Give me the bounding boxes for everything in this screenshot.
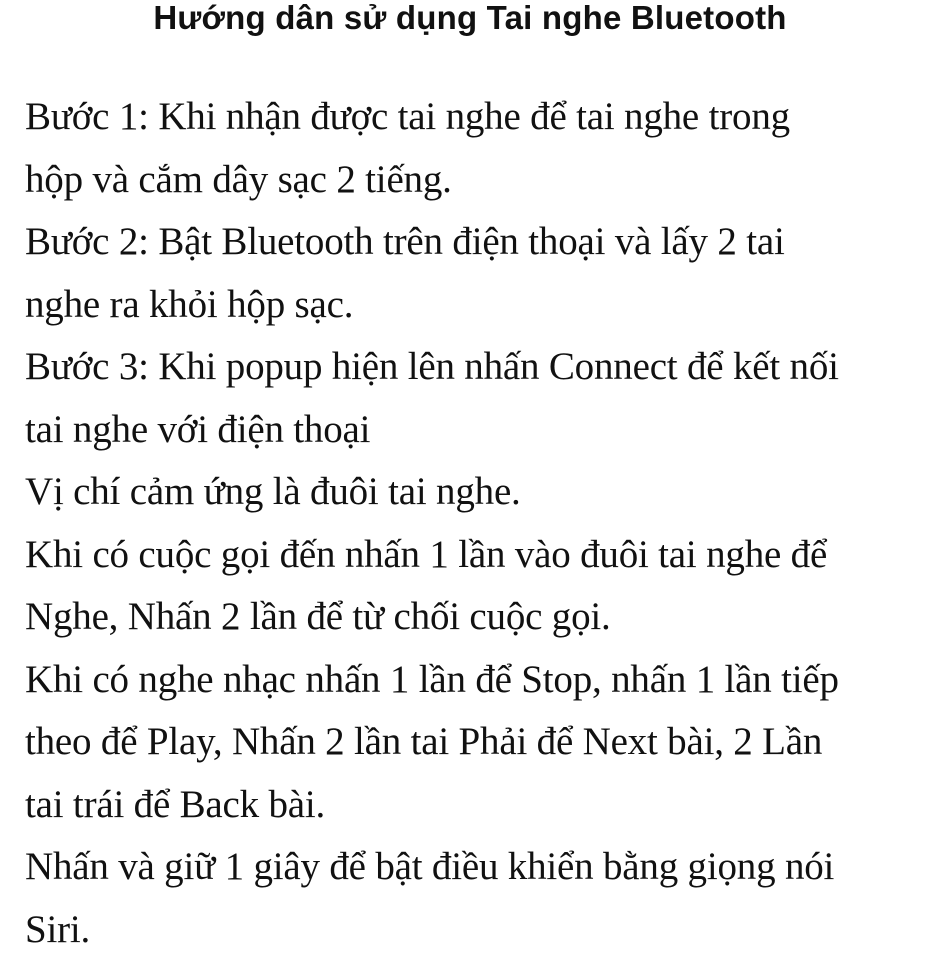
instruction-line: Nhấn và giữ 1 giây để bật điều khiển bằng giọng nói xyxy=(25,836,915,899)
instruction-line: hộp và cắm dây sạc 2 tiếng. xyxy=(25,149,915,212)
instruction-line: nghe ra khỏi hộp sạc. xyxy=(25,274,915,337)
instruction-line: tai nghe với điện thoại xyxy=(25,399,915,462)
instruction-line: Khi có nghe nhạc nhấn 1 lần để Stop, nhấn 1 lần tiếp xyxy=(25,649,915,712)
instruction-line: Siri. xyxy=(25,899,915,961)
instruction-line: Nghe, Nhấn 2 lần để từ chối cuộc gọi. xyxy=(25,586,915,649)
instruction-line: Vị chí cảm ứng là đuôi tai nghe. xyxy=(25,461,915,524)
instruction-line: Bước 1: Khi nhận được tai nghe để tai nghe trong xyxy=(25,86,915,149)
instruction-line: Bước 2: Bật Bluetooth trên điện thoại và lấy 2 tai xyxy=(25,211,915,274)
page-title: Hướng dân sử dụng Tai nghe Bluetooth xyxy=(25,0,915,36)
instruction-line: theo để Play, Nhấn 2 lần tai Phải để Next bài, 2 Lần xyxy=(25,711,915,774)
instruction-line: Bước 3: Khi popup hiện lên nhấn Connect để kết nối xyxy=(25,336,915,399)
instruction-line: Khi có cuộc gọi đến nhấn 1 lần vào đuôi tai nghe để xyxy=(25,524,915,587)
instruction-body xyxy=(25,86,915,961)
instruction-line: tai trái để Back bài. xyxy=(25,774,915,837)
